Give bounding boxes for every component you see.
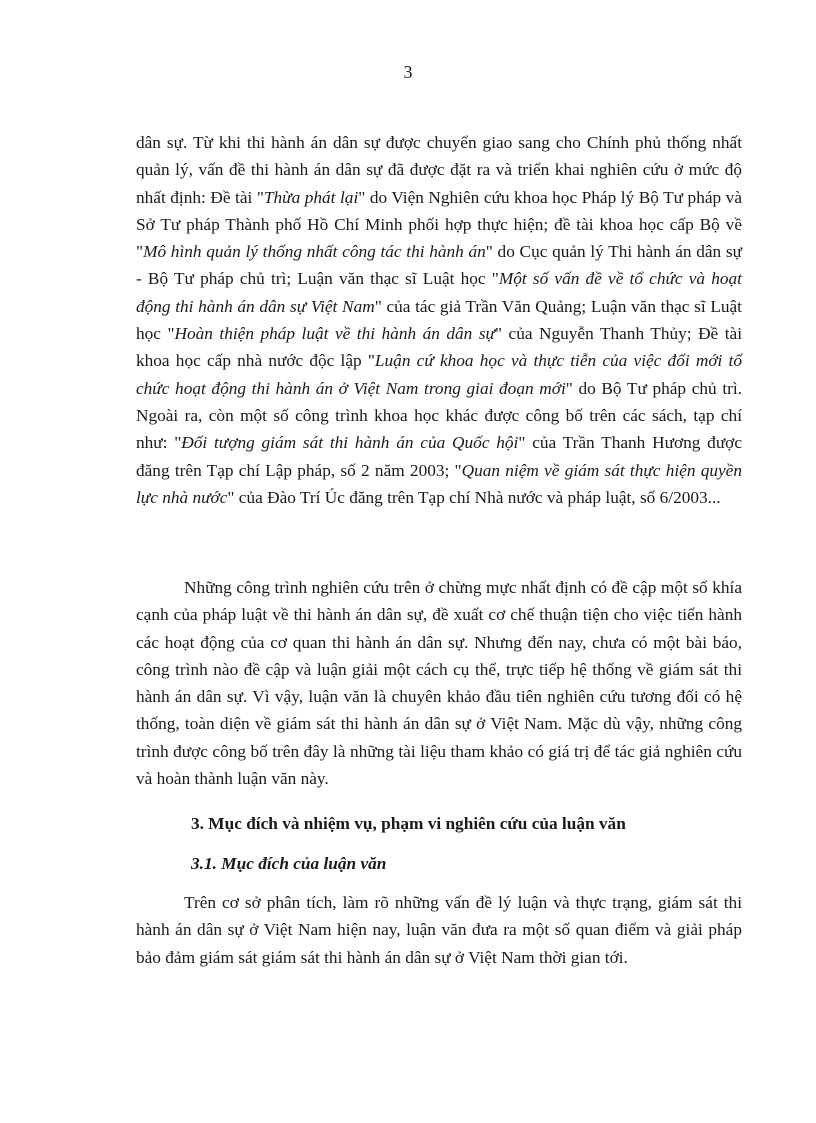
paragraph-text: " do Cục quản lý Thi hành án dân sự - Bộ Tư pháp chủ trì; Luận văn thạc sĩ Luật học " xyxy=(136,242,742,289)
cited-title: Luận cứ khoa học và thực tiễn của việc đổi mới tổ chức hoạt động thi hành án ở Việt Nam trong giai đoạn mới xyxy=(136,351,743,398)
paragraph-text: " của tác giả Trần Văn Quảng; Luận văn thạc sĩ Luật học " xyxy=(136,296,742,344)
paragraph-text: " do Viện Nghiên cứu khoa học Pháp lý Bộ Tư pháp và Sở Tư pháp Thành phố Hồ Chí Minh phối hợp thực hiện; đề tài khoa học cấp Bộ về " xyxy=(136,187,742,262)
paragraph-text: " của Trần Thanh Hương được đăng trên Tạp chí Lập pháp, số 2 năm 2003; " xyxy=(136,433,742,480)
paragraph-text: " của Đào Trí Úc đăng trên Tạp chí Nhà nước và pháp luật, số 6/2003... xyxy=(227,487,721,507)
cited-title: Hoàn thiện pháp luật về thi hành án dân sự xyxy=(174,324,495,344)
cited-title: Quan niệm về giám sát thực hiện quyền lực nhà nước xyxy=(136,460,742,507)
paragraph-research-gap: Những công trình nghiên cứu trên ở chừng mực nhất định có đề cập một số khía cạnh của pháp luật về thi hành án dân sự, đề xuất cơ chế thuận tiện cho việc tiến hành các hoạt động của cơ quan thi hành án dân sự. Nhưng đến nay, chưa có một bài báo, công trình nào đề cập và luận giải một cách cụ thể, trực tiếp hệ thống về giám sát thi hành án dân sự. Vì vậy, luận văn là chuyên khảo đầu tiên nghiên cứu tương đối có hệ thống, toàn diện về giám sát thi hành án dân sự ở Việt Nam. Mặc dù vậy, những công trình được công bố trên đây là những tài liệu tham khảo có giá trị để tác giả nghiên cứu và hoàn thành luận văn này. xyxy=(136,578,742,789)
paragraph-text: " do Bộ Tư pháp chủ trì. Ngoài ra, còn một số công trình khoa học khác được công bố trên các sách, tạp chí như: " xyxy=(136,378,743,453)
subsection-heading: 3.1. Mục đích của luận văn xyxy=(191,853,387,873)
paragraph-text: " của Nguyễn Thanh Thủy; Đề tài khoa học cấp nhà nước độc lập " xyxy=(136,324,742,371)
cited-title: Một số vấn đề về tổ chức và hoạt động thi hành án dân sự Việt Nam xyxy=(136,269,742,316)
cited-title: Thừa phát lại xyxy=(263,187,359,207)
paragraph-literature-review xyxy=(136,129,742,574)
cited-title: Đối tượng giám sát thi hành án của Quốc hội xyxy=(181,433,519,453)
paragraph-purpose: Trên cơ sở phân tích, làm rõ những vấn đề lý luận và thực trạng, giám sát thi hành án dân sự ở Việt Nam hiện nay, luận văn đưa ra một số quan điểm và giải pháp bảo đảm giám sát giám sát thi hành án dân sự ở Việt Nam thời gian tới. xyxy=(136,892,742,967)
page-number: 3 xyxy=(403,62,413,82)
cited-title: Mô hình quản lý thống nhất công tác thi hành án xyxy=(143,242,486,262)
paragraph-text: dân sự. Từ khi thi hành án dân sự được chuyển giao sang cho Chính phủ thống nhất quản lý, vấn đề thi hành án dân sự đã được đặt ra và triển khai nghiên cứu ở mức độ nhất định: Đề tài " xyxy=(136,133,742,207)
document-body xyxy=(136,129,742,971)
section-heading: 3. Mục đích và nhiệm vụ, phạm vi nghiên cứu của luận văn xyxy=(191,814,626,834)
